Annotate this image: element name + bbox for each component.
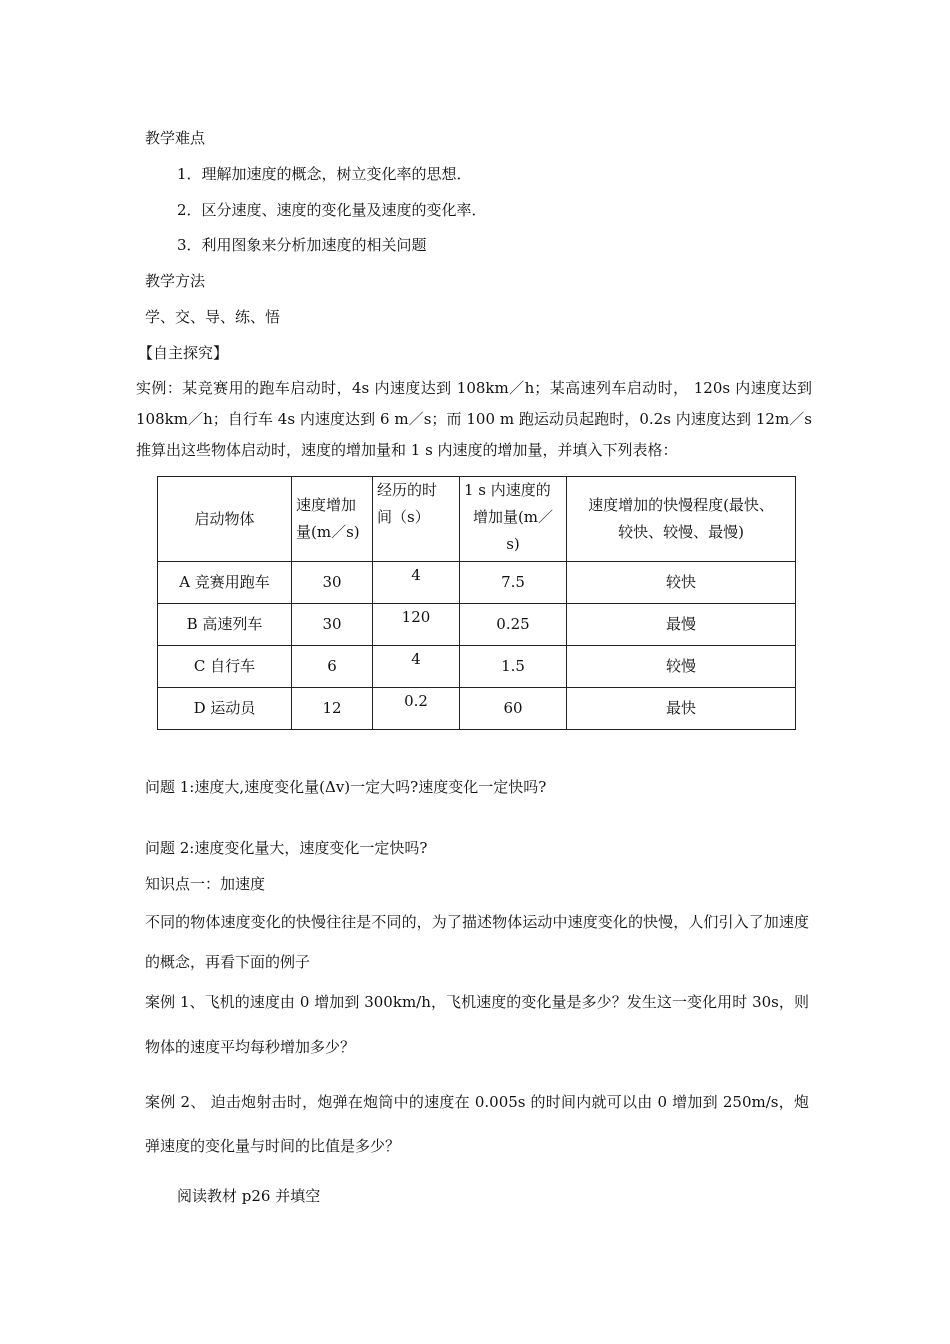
header-rate-rank: 速度增加的快慢程度(最快、 较快、较慢、最慢) <box>567 477 796 562</box>
table-header-row <box>158 477 796 562</box>
knowledge-point-heading: 知识点一：加速度 <box>145 875 266 893</box>
header-object: 启动物体 <box>158 477 292 562</box>
cell-per-second-increase: 60 <box>460 688 567 730</box>
acceleration-table <box>157 476 796 730</box>
cell-object: C 自行车 <box>158 646 292 688</box>
cell-object: B 高速列车 <box>158 604 292 646</box>
section-heading: 【自主探究】 <box>138 344 229 362</box>
knowledge-paragraph: 不同的物体速度变化的快慢往往是不同的，为了描述物体运动中速度变化的快慢，人们引入了加速度的概念，再看下面的例子 <box>145 913 809 971</box>
header-elapsed-time: 经历的时 间（s） <box>373 477 460 562</box>
table-row <box>158 562 796 604</box>
cell-elapsed-time: 0.2 <box>373 688 460 730</box>
table-row <box>158 646 796 688</box>
cell-object: D 运动员 <box>158 688 292 730</box>
difficulty-heading: 教学难点 <box>145 129 206 147</box>
cell-rate-rank: 最慢 <box>567 604 796 646</box>
cell-elapsed-time: 4 <box>373 562 460 604</box>
cell-rate-rank: 较快 <box>567 562 796 604</box>
cell-elapsed-time: 120 <box>373 604 460 646</box>
cell-speed-increase: 12 <box>292 688 373 730</box>
method-list: 学、交、导、练、悟 <box>145 308 281 326</box>
cell-rate-rank: 最快 <box>567 688 796 730</box>
table-row <box>158 688 796 730</box>
question-1: 问题 1:速度大,速度变化量(Δv)一定大吗?速度变化一定快吗? <box>145 778 547 796</box>
header-speed-increase: 速度增加 量(m／s) <box>292 477 373 562</box>
table-row <box>158 604 796 646</box>
cell-per-second-increase: 7.5 <box>460 562 567 604</box>
header-per-second-increase: 1 s 内速度的 增加量(m／ s) <box>460 477 567 562</box>
cell-speed-increase: 6 <box>292 646 373 688</box>
difficulty-item-3: 3．利用图象来分析加速度的相关问题 <box>177 236 427 254</box>
cell-object: A 竞赛用跑车 <box>158 562 292 604</box>
case-2: 案例 2、 迫击炮射击时，炮弹在炮筒中的速度在 0.005s 的时间内就可以由 0 增加到 250m/s，炮弹速度的变化量与时间的比值是多少？ <box>145 1093 809 1155</box>
cell-speed-increase: 30 <box>292 604 373 646</box>
method-heading: 教学方法 <box>145 272 206 290</box>
reading-task: 阅读教材 p26 并填空 <box>177 1187 321 1205</box>
cell-per-second-increase: 0.25 <box>460 604 567 646</box>
difficulty-item-1: 1．理解加速度的概念，树立变化率的思想． <box>177 165 472 183</box>
example-paragraph: 实例：某竞赛用的跑车启动时，4s 内速度达到 108km／h；某高速列车启动时， 120s 内速度达到 108km／h；自行车 4s 内速度达到 6 m／s；而 100 m 跑运动员起跑时，0.2s 内速度达到 12m／s 推算出这些物体启动时，速度的增加量和 1 s 内速度的增加量，并填入下列表格： <box>136 379 812 459</box>
question-2: 问题 2:速度变化量大，速度变化一定快吗? <box>145 839 428 857</box>
case-1: 案例 1、飞机的速度由 0 增加到 300km/h，飞机速度的变化量是多少？发生这一变化用时 30s，则物体的速度平均每秒增加多少？ <box>145 993 809 1056</box>
cell-speed-increase: 30 <box>292 562 373 604</box>
cell-elapsed-time: 4 <box>373 646 460 688</box>
cell-per-second-increase: 1.5 <box>460 646 567 688</box>
cell-rate-rank: 较慢 <box>567 646 796 688</box>
difficulty-item-2: 2．区分速度、速度的变化量及速度的变化率． <box>177 201 487 219</box>
